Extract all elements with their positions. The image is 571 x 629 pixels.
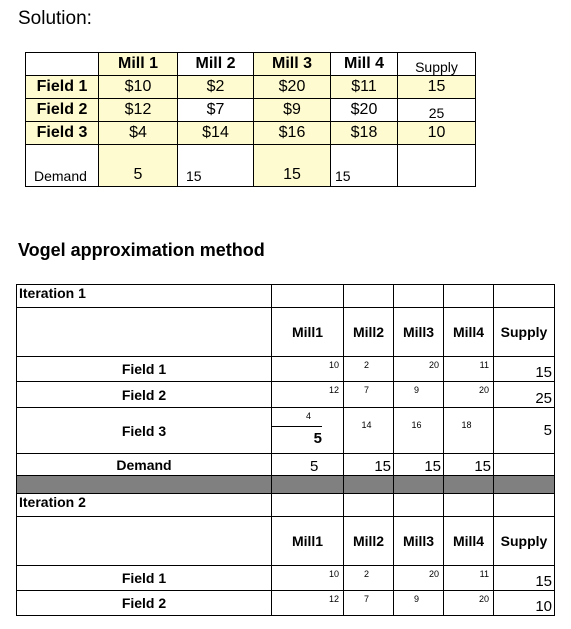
cost-cell: 12 xyxy=(272,382,344,408)
cost-cell: $18 xyxy=(331,122,398,145)
cost-cell: 11 xyxy=(444,357,494,382)
cost-cell: $20 xyxy=(254,76,331,99)
cost-cell: $4 xyxy=(99,122,178,145)
demand-cell: 5 xyxy=(272,454,344,476)
cost-cell: $20 xyxy=(331,99,398,122)
solution-title: Solution: xyxy=(18,8,92,29)
cost-cell: $14 xyxy=(178,122,254,145)
blank-cell xyxy=(272,494,344,517)
row-label: Field 1 xyxy=(26,76,99,99)
cost-cell: $12 xyxy=(99,99,178,122)
blank-cell xyxy=(494,285,555,308)
row-label: Field 2 xyxy=(26,99,99,122)
demand-label: Demand xyxy=(26,145,99,187)
cost-cell: 14 xyxy=(344,408,394,454)
row-label: Field 1 xyxy=(17,357,272,382)
blank-cell xyxy=(272,285,344,308)
blank-cell xyxy=(494,454,555,476)
header-mill3: Mill 3 xyxy=(254,53,331,76)
header-mill1: Mill 1 xyxy=(99,53,178,76)
row-label: Field 2 xyxy=(17,382,272,408)
header-mill4: Mill4 xyxy=(444,517,494,566)
header-supply: Supply xyxy=(494,517,555,566)
cost-table xyxy=(25,52,476,187)
demand-label: Demand xyxy=(17,454,272,476)
cost-cell: 7 xyxy=(344,382,394,408)
header-mill2: Mill 2 xyxy=(178,53,254,76)
iteration2-label: Iteration 2 xyxy=(17,494,272,517)
demand-cell: 5 xyxy=(99,145,178,187)
cost-cell: 12 xyxy=(272,591,344,616)
supply-cell: 15 xyxy=(494,566,555,591)
separator-row xyxy=(17,476,555,494)
demand-cell: 15 xyxy=(331,145,398,187)
allocated-cell xyxy=(272,408,344,454)
cost-cell: 2 xyxy=(344,566,394,591)
supply-cell: 10 xyxy=(398,122,476,145)
demand-cell: 15 xyxy=(444,454,494,476)
cost-cell: 11 xyxy=(444,566,494,591)
blank-cell xyxy=(394,494,444,517)
cost-cell: 10 xyxy=(272,357,344,382)
header-mill4: Mill4 xyxy=(444,308,494,357)
cost-cell: $16 xyxy=(254,122,331,145)
demand-empty-cell xyxy=(398,145,476,187)
header-supply: Supply xyxy=(398,53,476,76)
row-label: Field 2 xyxy=(17,591,272,616)
blank-cell xyxy=(344,285,394,308)
cost-cell: $7 xyxy=(178,99,254,122)
blank-cell xyxy=(344,494,394,517)
corner-cell xyxy=(26,53,99,76)
cost-cell: 2 xyxy=(344,357,394,382)
cost-cell: 7 xyxy=(344,591,394,616)
allocation-value: 5 xyxy=(313,430,322,447)
cost-cell: $11 xyxy=(331,76,398,99)
cost-cell: 18 xyxy=(444,408,494,454)
cost-cell: 10 xyxy=(272,566,344,591)
supply-cell: 10 xyxy=(494,591,555,616)
supply-cell: 25 xyxy=(398,99,476,122)
cost-value: 4 xyxy=(272,408,322,427)
cost-cell: 16 xyxy=(394,408,444,454)
demand-cell: 15 xyxy=(178,145,254,187)
blank-cell xyxy=(444,494,494,517)
row-label: Field 3 xyxy=(17,408,272,454)
cost-cell: 9 xyxy=(394,591,444,616)
header-mill2: Mill2 xyxy=(344,308,394,357)
cost-cell: 20 xyxy=(444,382,494,408)
demand-cell: 15 xyxy=(254,145,331,187)
blank-cell xyxy=(494,494,555,517)
header-supply: Supply xyxy=(494,308,555,357)
supply-cell: 5 xyxy=(494,408,555,454)
cost-cell: 20 xyxy=(394,566,444,591)
header-mill1: Mill1 xyxy=(272,308,344,357)
header-mill4: Mill 4 xyxy=(331,53,398,76)
cost-cell: 20 xyxy=(444,591,494,616)
cost-cell: 20 xyxy=(394,357,444,382)
cost-cell: 9 xyxy=(394,382,444,408)
blank-cell xyxy=(444,285,494,308)
cost-cell: $9 xyxy=(254,99,331,122)
supply-cell: 15 xyxy=(398,76,476,99)
iteration1-table xyxy=(16,284,555,616)
row-label: Field 1 xyxy=(17,566,272,591)
cost-cell: $10 xyxy=(99,76,178,99)
header-mill3: Mill3 xyxy=(394,517,444,566)
iteration1-label: Iteration 1 xyxy=(17,285,272,308)
demand-cell: 15 xyxy=(344,454,394,476)
cost-cell: $2 xyxy=(178,76,254,99)
blank-cell xyxy=(17,308,272,357)
supply-cell: 15 xyxy=(494,357,555,382)
blank-cell xyxy=(17,517,272,566)
blank-cell xyxy=(394,285,444,308)
header-mill3: Mill3 xyxy=(394,308,444,357)
header-mill1: Mill1 xyxy=(272,517,344,566)
vogel-heading: Vogel approximation method xyxy=(18,240,265,260)
row-label: Field 3 xyxy=(26,122,99,145)
demand-cell: 15 xyxy=(394,454,444,476)
supply-cell: 25 xyxy=(494,382,555,408)
header-mill2: Mill2 xyxy=(344,517,394,566)
